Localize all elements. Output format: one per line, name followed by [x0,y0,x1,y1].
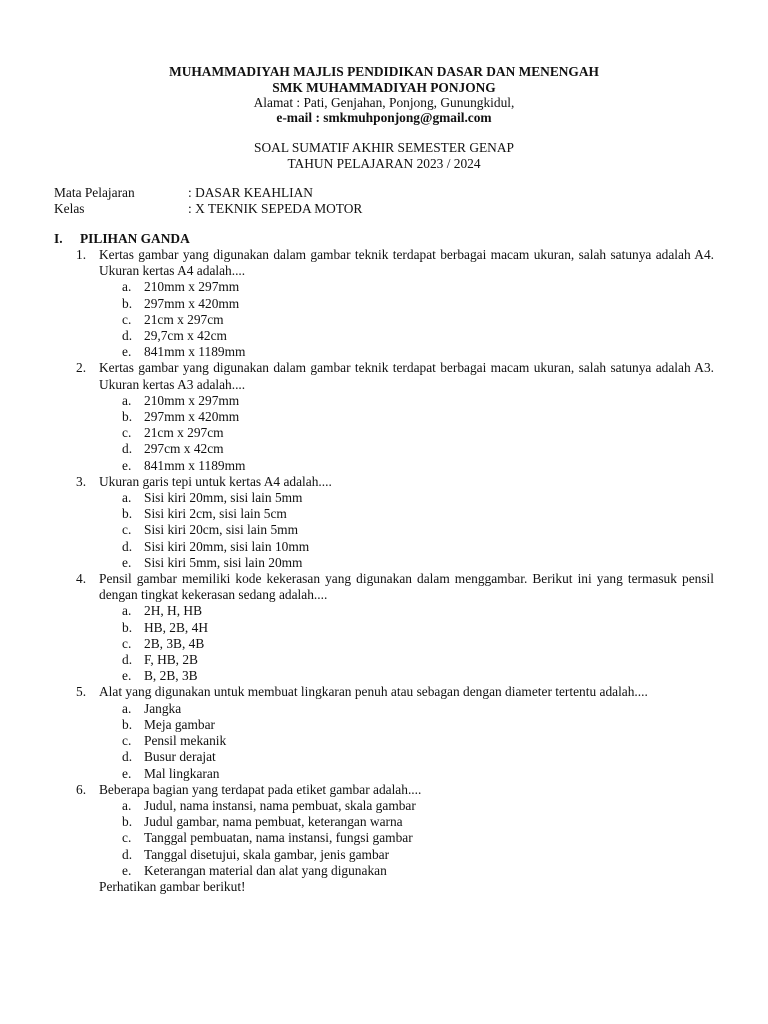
option-letter: e. [122,765,132,781]
option-text: HB, 2B, 4H [144,619,208,635]
header-school-name: SMK MUHAMMADIYAH PONJONG [272,80,496,95]
answer-option [0,522,768,538]
answer-option [0,506,768,522]
question-text: Alat yang digunakan untuk membuat lingkaran penuh atau sebagan dengan diameter tertentu adalah.... [99,684,648,700]
meta-subject-value: : DASAR KEAHLIAN [188,185,313,200]
option-letter: b. [122,409,133,425]
option-text: Keterangan material dan alat yang digunakan [144,862,387,878]
option-text: Sisi kiri 20mm, sisi lain 10mm [144,538,310,554]
meta-class-value: : X TEKNIK SEPEDA MOTOR [188,201,363,216]
option-letter: a. [122,490,132,506]
option-letter: e. [122,668,132,684]
option-text: Sisi kiri 20mm, sisi lain 5mm [144,490,303,506]
option-text: Sisi kiri 2cm, sisi lain 5cm [144,506,287,522]
answer-option [0,863,768,879]
answer-option [0,539,768,555]
answer-option [0,733,768,749]
question-item [0,782,768,879]
question-text: Kertas gambar yang digunakan dalam gambar teknik terdapat berbagai macam ukuran, salah satunya adalah A3. Ukuran kertas A3 adalah.... [99,360,714,392]
option-text: Sisi kiri 5mm, sisi lain 20mm [144,554,303,570]
answer-option [0,603,768,619]
meta-class [54,201,362,217]
header-address: Alamat : Pati, Genjahan, Ponjong, Gunungkidul, [253,95,515,110]
section-title: PILIHAN GANDA [80,231,190,246]
option-letter: a. [122,700,132,716]
option-text: 21cm x 297cm [144,311,224,327]
meta-subject [54,185,313,201]
question-text: Ukuran garis tepi untuk kertas A4 adalah.... [99,473,332,489]
answer-option [0,344,768,360]
answer-option [0,814,768,830]
question-number: 2. [76,360,87,376]
option-letter: c. [122,522,132,538]
option-letter: c. [122,830,132,846]
question-number: 6. [76,781,87,797]
meta-subject-label: Mata Pelajaran [54,185,135,200]
instruction-note: Perhatikan gambar berikut! [99,878,246,894]
section-number: I. [54,231,63,246]
option-letter: d. [122,749,133,765]
option-letter: b. [122,619,133,635]
question-number: 5. [76,684,87,700]
answer-option [0,296,768,312]
option-letter: b. [122,716,133,732]
option-text: Meja gambar [144,716,216,732]
answer-option [0,798,768,814]
question-number: 1. [76,247,87,262]
option-text: Busur derajat [144,749,216,765]
question-item [0,684,768,781]
option-text: Tanggal pembuatan, nama instansi, fungsi gambar [144,830,413,846]
option-text: 2H, H, HB [144,603,203,619]
answer-option [0,717,768,733]
header-email: e-mail : smkmuhponjong@gmail.com [276,110,492,125]
option-text: Tanggal disetujui, skala gambar, jenis gambar [144,846,390,862]
option-letter: e. [122,554,132,570]
option-letter: d. [122,652,133,668]
option-letter: d. [122,846,133,862]
option-letter: b. [122,295,133,311]
question-list [0,247,768,895]
answer-option [0,620,768,636]
option-letter: b. [122,814,133,830]
question-item [0,360,768,473]
meta-class-label: Kelas [54,201,85,216]
question-item [0,247,768,360]
answer-option [0,766,768,782]
option-text: 297mm x 420mm [144,295,240,311]
question-number: 4. [76,571,87,587]
option-text: Mal lingkaran [144,765,220,781]
header-organization: MUHAMMADIYAH MAJLIS PENDIDIKAN DASAR DAN MENENGAH [169,64,599,79]
option-text: Sisi kiri 20cm, sisi lain 5mm [144,522,298,538]
answer-option [0,441,768,457]
option-text: B, 2B, 3B [144,668,198,684]
question-text: Beberapa bagian yang terdapat pada etiket gambar adalah.... [99,781,422,797]
option-text: Judul gambar, nama pembuat, keterangan warna [144,814,403,830]
question-number: 3. [76,473,87,489]
answer-option [0,425,768,441]
answer-option [0,555,768,571]
answer-option [0,312,768,328]
option-text: Judul, nama instansi, nama pembuat, skala gambar [144,797,416,813]
option-letter: e. [122,862,132,878]
answer-option [0,830,768,846]
answer-option [0,652,768,668]
answer-option [0,668,768,684]
option-letter: e. [122,344,132,360]
option-letter: b. [122,506,133,522]
question-item [0,571,768,684]
option-text: 2B, 3B, 4B [144,635,205,651]
answer-option [0,847,768,863]
option-letter: c. [122,311,132,327]
option-text: Pensil mekanik [144,733,227,749]
question-text: Pensil gambar memiliki kode kekerasan yang digunakan dalam menggambar. Berikut ini yang termasuk pensil dengan tingkat kekerasan sedang adalah.... [99,571,714,603]
option-letter: c. [122,425,132,441]
option-text: 841mm x 1189mm [144,457,246,473]
option-letter: d. [122,441,133,457]
option-text: 210mm x 297mm [144,392,240,408]
option-text: 210mm x 297mm [144,279,240,295]
option-letter: a. [122,603,132,619]
option-letter: d. [122,328,133,344]
option-letter: c. [122,635,132,651]
exam-year: TAHUN PELAJARAN 2023 / 2024 [287,156,481,171]
option-letter: a. [122,797,132,813]
option-text: 21cm x 297cm [144,425,224,441]
option-letter: d. [122,538,133,554]
answer-option [0,490,768,506]
option-text: Jangka [144,700,182,716]
section-heading [54,231,190,247]
answer-option [0,393,768,409]
question-item [0,474,768,571]
option-letter: a. [122,392,132,408]
answer-option [0,328,768,344]
option-text: F, HB, 2B [144,652,198,668]
exam-title: SOAL SUMATIF AKHIR SEMESTER GENAP [254,140,514,155]
answer-option [0,279,768,295]
question-text: Kertas gambar yang digunakan dalam gambar teknik terdapat berbagai macam ukuran, salah satunya adalah A4. Ukuran kertas A4 adalah.... [99,247,714,279]
option-letter: e. [122,457,132,473]
answer-option [0,409,768,425]
answer-option [0,701,768,717]
answer-option [0,458,768,474]
option-text: 841mm x 1189mm [144,344,246,360]
option-text: 297cm x 42cm [144,441,224,457]
option-text: 29,7cm x 42cm [144,328,227,344]
answer-option [0,636,768,652]
option-text: 297mm x 420mm [144,409,240,425]
option-letter: a. [122,279,132,295]
option-letter: c. [122,733,132,749]
answer-option [0,749,768,765]
